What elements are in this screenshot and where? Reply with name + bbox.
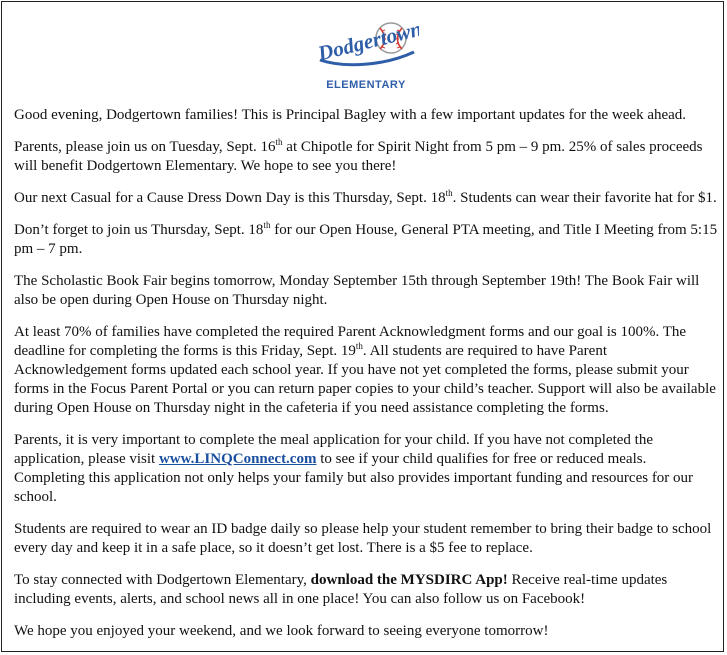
book-fair-paragraph: The Scholastic Book Fair begins tomorrow, Monday September 15th through September 19th! The Book Fair will also be open during Open House on Thursday night. [14,273,700,308]
id-badge-paragraph: Students are required to wear an ID badge daily so please help your student remember to bring their badge to school every day and keep it in a safe place, so it doesn’t get lost. There is a $5 fee to replace. [14,521,712,556]
linqconnect-link[interactable]: www.LINQConnect.com [158,451,317,467]
logo-banner-text: ELEMENTARY [326,79,406,91]
app-download-paragraph: To stay connected with Dodgertown Elementary, download the MYSDIRC App! Receive real-time updates including events, alerts, and school news all in one place! You can also follow us on Facebook! [14,572,668,607]
spirit-night-paragraph: Parents, please join us on Tuesday, Sept. 16th at Chipotle for Spirit Night from 5 pm – 9 pm. 25% of sales proceeds will benefit Dodgertown Elementary. We hope to see you there! [14,137,703,174]
closing-paragraph: We hope you enjoyed your weekend, and we look forward to seeing everyone tomorrow! [14,623,549,639]
announcement-frame [1,1,724,652]
dress-down-paragraph: Our next Casual for a Cause Dress Down Day is this Thursday, Sept. 18th. Students can wear their favorite hat for $1. [14,188,717,206]
logo-script-text: Dodgertown [315,16,419,66]
acknowledgment-forms-paragraph: At least 70% of families have completed the required Parent Acknowledgment forms and our goal is 100%. The deadline for completing the forms is this Friday, Sept. 19th. All students are required to have Parent Acknowledgement forms updated each school year. If you have not yet completed the forms, please submit your forms in the Focus Parent Portal or you can return paper copies to your child’s teacher. Support will also be available during Open House on Thursday night in the cafeteria if you need assistance completing the forms. [14,324,716,416]
letter-body [14,106,720,641]
school-logo [314,8,419,96]
app-download-emphasis: download the MYSDIRC App! [310,572,508,588]
meal-application-paragraph: Parents, it is very important to complete the meal application for your child. If you have not completed the application, please visit www.LINQConnect.com to see if your child qualifies for free or reduced meals. Completing this application not only helps your family but also provides important funding and resources for our school. [14,432,694,505]
open-house-paragraph: Don’t forget to join us Thursday, Sept. 18th for our Open House, General PTA meeting, and Title I Meeting from 5:15 pm – 7 pm. [14,220,718,257]
greeting-paragraph: Good evening, Dodgertown families! This is Principal Bagley with a few important updates for the week ahead. [14,107,687,123]
